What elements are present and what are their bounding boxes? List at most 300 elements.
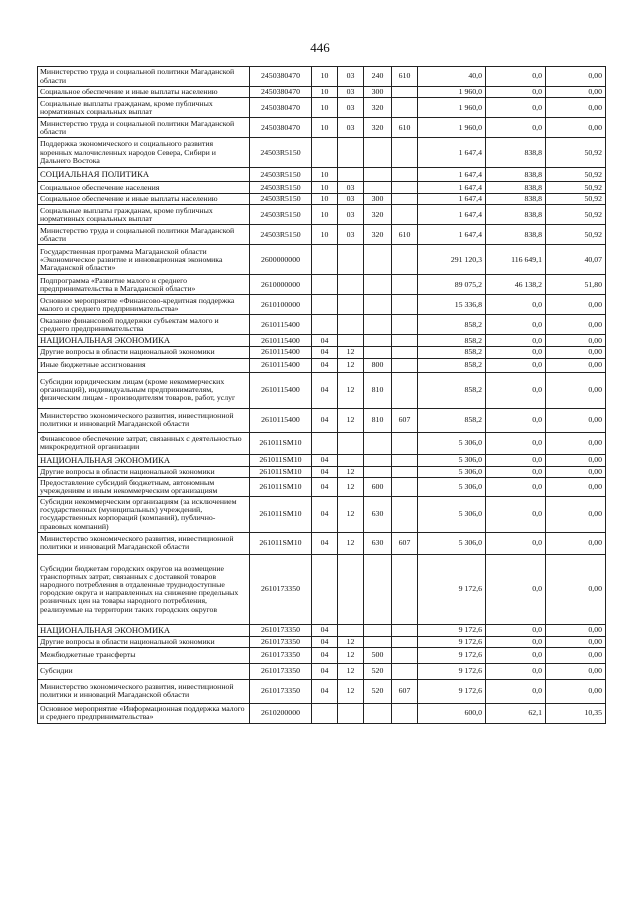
- cell-section: [312, 432, 338, 454]
- cell-percent: 0,00: [546, 647, 606, 663]
- cell-name: Субсидии бюджетам городских округов на возмещение транспортных затрат, связанных с доставкой товаров народного потребления в отдаленные труднодоступные городские округа и направленных на снижение предельных розничных цен на товары народного потребления, реализуемые на территории таких городских округов: [38, 554, 250, 624]
- cell-expense-type: [364, 245, 392, 275]
- cell-section: 04: [312, 497, 338, 533]
- cell-executed-amount: 0,0: [486, 372, 546, 408]
- cell-planned-amount: 858,2: [418, 358, 486, 372]
- cell-section: 04: [312, 679, 338, 703]
- cell-name: Социальные выплаты гражданам, кроме публичных нормативных социальных выплат: [38, 98, 250, 118]
- table-row: [38, 432, 606, 454]
- cell-expense-type: 810: [364, 408, 392, 432]
- cell-code: 2610173350: [250, 647, 312, 663]
- cell-name: Социальное обеспечение и иные выплаты населению: [38, 194, 250, 205]
- cell-expense-type: 300: [364, 194, 392, 205]
- cell-expense-type: 500: [364, 647, 392, 663]
- table-row: [38, 87, 606, 98]
- cell-code: 2450380470: [250, 98, 312, 118]
- cell-planned-amount: 5 306,0: [418, 497, 486, 533]
- cell-planned-amount: 1 960,0: [418, 87, 486, 98]
- cell-name: Основное мероприятие «Финансово-кредитная поддержка малого и среднего предпринимательства»: [38, 295, 250, 315]
- cell-section: 04: [312, 372, 338, 408]
- cell-subsection: 12: [338, 408, 364, 432]
- table-row: [38, 347, 606, 358]
- cell-name: Субсидии юридическим лицам (кроме некоммерческих организаций), индивидуальным предпринимателям, физическим лицам - производителям товаров, работ, услуг: [38, 372, 250, 408]
- cell-admin-code: [392, 432, 418, 454]
- cell-expense-type: [364, 347, 392, 358]
- cell-expense-type: [364, 466, 392, 477]
- cell-percent: 50,92: [546, 138, 606, 168]
- table-row: [38, 624, 606, 636]
- cell-subsection: 12: [338, 477, 364, 496]
- cell-planned-amount: 1 647,4: [418, 194, 486, 205]
- cell-name: Финансовое обеспечение затрат, связанных с деятельностью микрокредитной организации: [38, 432, 250, 454]
- cell-name: Оказание финансовой поддержки субъектам малого и среднего предпринимательства: [38, 315, 250, 335]
- cell-admin-code: [392, 98, 418, 118]
- cell-expense-type: 630: [364, 497, 392, 533]
- cell-code: 24503R5150: [250, 182, 312, 194]
- cell-section: 10: [312, 225, 338, 245]
- cell-name: Другие вопросы в области национальной экономики: [38, 466, 250, 477]
- cell-executed-amount: 0,0: [486, 554, 546, 624]
- cell-subsection: 03: [338, 118, 364, 138]
- cell-percent: 0,00: [546, 554, 606, 624]
- cell-section: 04: [312, 335, 338, 347]
- table-row: [38, 98, 606, 118]
- cell-planned-amount: 858,2: [418, 372, 486, 408]
- cell-executed-amount: 0,0: [486, 636, 546, 647]
- cell-executed-amount: 0,0: [486, 663, 546, 679]
- cell-name: Министерство экономического развития, инвестиционной политики и инноваций Магаданской области: [38, 408, 250, 432]
- cell-subsection: 12: [338, 663, 364, 679]
- cell-name: Министерство экономического развития, инвестиционной политики и инноваций Магаданской области: [38, 679, 250, 703]
- cell-name: Субсидии: [38, 663, 250, 679]
- cell-section: 10: [312, 118, 338, 138]
- cell-executed-amount: 0,0: [486, 477, 546, 496]
- page-number: 446: [310, 40, 330, 55]
- cell-subsection: [338, 624, 364, 636]
- cell-admin-code: 610: [392, 67, 418, 87]
- cell-percent: 0,00: [546, 663, 606, 679]
- table-row: [38, 335, 606, 347]
- cell-executed-amount: 0,0: [486, 532, 546, 554]
- cell-admin-code: [392, 372, 418, 408]
- cell-expense-type: [364, 624, 392, 636]
- cell-percent: 50,92: [546, 168, 606, 182]
- cell-section: 04: [312, 466, 338, 477]
- cell-admin-code: 607: [392, 532, 418, 554]
- cell-percent: 50,92: [546, 205, 606, 225]
- cell-expense-type: [364, 315, 392, 335]
- cell-section: 04: [312, 624, 338, 636]
- cell-percent: 10,35: [546, 703, 606, 723]
- cell-percent: 50,92: [546, 194, 606, 205]
- cell-admin-code: [392, 347, 418, 358]
- cell-planned-amount: 1 647,4: [418, 138, 486, 168]
- cell-expense-type: 810: [364, 372, 392, 408]
- cell-subsection: 03: [338, 182, 364, 194]
- cell-subsection: [338, 275, 364, 295]
- cell-percent: 51,80: [546, 275, 606, 295]
- cell-subsection: 12: [338, 647, 364, 663]
- cell-planned-amount: 9 172,6: [418, 663, 486, 679]
- cell-subsection: [338, 554, 364, 624]
- cell-code: 2450380470: [250, 67, 312, 87]
- cell-executed-amount: 0,0: [486, 647, 546, 663]
- cell-percent: 0,00: [546, 532, 606, 554]
- table-row: [38, 205, 606, 225]
- cell-name: Социальное обеспечение населения: [38, 182, 250, 194]
- cell-code: 2610173350: [250, 679, 312, 703]
- cell-executed-amount: 0,0: [486, 624, 546, 636]
- cell-executed-amount: 0,0: [486, 408, 546, 432]
- cell-admin-code: [392, 194, 418, 205]
- cell-name: Социальные выплаты гражданам, кроме публичных нормативных социальных выплат: [38, 205, 250, 225]
- cell-expense-type: [364, 168, 392, 182]
- table-row: [38, 358, 606, 372]
- cell-code: 2610173350: [250, 624, 312, 636]
- cell-name: Поддержка экономического и социального развития коренных малочисленных народов Севера, Сибири и Дальнего Востока: [38, 138, 250, 168]
- cell-name: Другие вопросы в области национальной экономики: [38, 347, 250, 358]
- table-row: [38, 182, 606, 194]
- cell-expense-type: [364, 182, 392, 194]
- cell-expense-type: 520: [364, 679, 392, 703]
- cell-executed-amount: 116 649,1: [486, 245, 546, 275]
- table-row: [38, 647, 606, 663]
- cell-percent: 0,00: [546, 295, 606, 315]
- cell-admin-code: [392, 497, 418, 533]
- cell-section: 04: [312, 347, 338, 358]
- cell-subsection: 03: [338, 98, 364, 118]
- table-row: [38, 454, 606, 466]
- cell-planned-amount: 600,0: [418, 703, 486, 723]
- cell-admin-code: [392, 663, 418, 679]
- cell-name: НАЦИОНАЛЬНАЯ ЭКОНОМИКА: [38, 624, 250, 636]
- cell-subsection: 03: [338, 205, 364, 225]
- cell-section: 04: [312, 408, 338, 432]
- cell-expense-type: 300: [364, 87, 392, 98]
- cell-expense-type: 520: [364, 663, 392, 679]
- cell-admin-code: 610: [392, 118, 418, 138]
- cell-expense-type: 800: [364, 358, 392, 372]
- cell-code: 24503R5150: [250, 168, 312, 182]
- cell-percent: 0,00: [546, 335, 606, 347]
- cell-section: 10: [312, 87, 338, 98]
- cell-expense-type: [364, 335, 392, 347]
- cell-subsection: 12: [338, 532, 364, 554]
- cell-code: 2610115400: [250, 347, 312, 358]
- cell-section: 04: [312, 636, 338, 647]
- cell-section: 10: [312, 194, 338, 205]
- cell-planned-amount: 291 120,3: [418, 245, 486, 275]
- cell-subsection: 12: [338, 347, 364, 358]
- cell-section: 10: [312, 98, 338, 118]
- cell-executed-amount: 0,0: [486, 454, 546, 466]
- cell-expense-type: [364, 275, 392, 295]
- cell-executed-amount: 0,0: [486, 315, 546, 335]
- cell-subsection: 12: [338, 636, 364, 647]
- cell-admin-code: [392, 168, 418, 182]
- cell-executed-amount: 0,0: [486, 67, 546, 87]
- cell-planned-amount: 1 960,0: [418, 98, 486, 118]
- table-row: [38, 408, 606, 432]
- cell-subsection: [338, 432, 364, 454]
- table-row: [38, 466, 606, 477]
- cell-executed-amount: 838,8: [486, 194, 546, 205]
- cell-expense-type: 630: [364, 532, 392, 554]
- cell-admin-code: [392, 624, 418, 636]
- cell-subsection: 12: [338, 497, 364, 533]
- cell-planned-amount: 1 960,0: [418, 118, 486, 138]
- cell-executed-amount: 0,0: [486, 295, 546, 315]
- cell-planned-amount: 9 172,6: [418, 647, 486, 663]
- cell-section: [312, 295, 338, 315]
- cell-subsection: [338, 295, 364, 315]
- cell-planned-amount: 858,2: [418, 347, 486, 358]
- cell-planned-amount: 1 647,4: [418, 225, 486, 245]
- cell-expense-type: 320: [364, 225, 392, 245]
- cell-executed-amount: 0,0: [486, 98, 546, 118]
- table-row: [38, 703, 606, 723]
- cell-percent: 0,00: [546, 497, 606, 533]
- cell-expense-type: [364, 554, 392, 624]
- cell-executed-amount: 838,8: [486, 205, 546, 225]
- cell-executed-amount: 838,8: [486, 138, 546, 168]
- cell-section: [312, 703, 338, 723]
- cell-admin-code: [392, 636, 418, 647]
- cell-admin-code: [392, 245, 418, 275]
- cell-subsection: 03: [338, 67, 364, 87]
- cell-subsection: [338, 315, 364, 335]
- cell-executed-amount: 0,0: [486, 335, 546, 347]
- table-row: [38, 372, 606, 408]
- cell-name: Подпрограмма «Развитие малого и среднего предпринимательства в Магаданской области»: [38, 275, 250, 295]
- cell-section: 10: [312, 182, 338, 194]
- cell-expense-type: 600: [364, 477, 392, 496]
- cell-name: Государственная программа Магаданской области «Экономическое развитие и инновационная экономика Магаданской области»: [38, 245, 250, 275]
- cell-name: Основное мероприятие «Информационная поддержка малого и среднего предпринимательства»: [38, 703, 250, 723]
- cell-subsection: 03: [338, 87, 364, 98]
- cell-planned-amount: 858,2: [418, 315, 486, 335]
- cell-section: [312, 275, 338, 295]
- cell-subsection: 03: [338, 194, 364, 205]
- cell-section: 10: [312, 67, 338, 87]
- cell-code: 2450380470: [250, 118, 312, 138]
- table-row: [38, 225, 606, 245]
- cell-percent: 0,00: [546, 624, 606, 636]
- cell-section: 10: [312, 168, 338, 182]
- cell-code: 2610200000: [250, 703, 312, 723]
- cell-name: Предоставление субсидий бюджетным, автономным учреждениям и иным некоммерческим организациям: [38, 477, 250, 496]
- cell-percent: 50,92: [546, 182, 606, 194]
- cell-planned-amount: 5 306,0: [418, 466, 486, 477]
- cell-percent: 0,00: [546, 679, 606, 703]
- table-row: [38, 679, 606, 703]
- cell-name: Другие вопросы в области национальной экономики: [38, 636, 250, 647]
- cell-admin-code: [392, 477, 418, 496]
- cell-percent: 0,00: [546, 636, 606, 647]
- cell-planned-amount: 858,2: [418, 335, 486, 347]
- table-row: [38, 138, 606, 168]
- cell-admin-code: [392, 138, 418, 168]
- cell-expense-type: [364, 295, 392, 315]
- cell-executed-amount: 0,0: [486, 497, 546, 533]
- cell-executed-amount: 62,1: [486, 703, 546, 723]
- cell-code: 261011SM10: [250, 477, 312, 496]
- cell-planned-amount: 1 647,4: [418, 182, 486, 194]
- cell-planned-amount: 5 306,0: [418, 477, 486, 496]
- cell-subsection: [338, 335, 364, 347]
- cell-executed-amount: 46 138,2: [486, 275, 546, 295]
- cell-code: 261011SM10: [250, 532, 312, 554]
- cell-code: 24503R5150: [250, 205, 312, 225]
- cell-section: 04: [312, 358, 338, 372]
- cell-expense-type: 320: [364, 98, 392, 118]
- cell-code: 24503R5150: [250, 138, 312, 168]
- cell-executed-amount: 838,8: [486, 182, 546, 194]
- cell-code: 261011SM10: [250, 454, 312, 466]
- cell-section: [312, 138, 338, 168]
- cell-expense-type: 320: [364, 118, 392, 138]
- cell-expense-type: [364, 432, 392, 454]
- cell-admin-code: 607: [392, 408, 418, 432]
- cell-executed-amount: 0,0: [486, 679, 546, 703]
- cell-expense-type: [364, 703, 392, 723]
- cell-code: 261011SM10: [250, 432, 312, 454]
- cell-code: 24503R5150: [250, 225, 312, 245]
- cell-admin-code: [392, 87, 418, 98]
- cell-percent: 0,00: [546, 372, 606, 408]
- cell-name: НАЦИОНАЛЬНАЯ ЭКОНОМИКА: [38, 335, 250, 347]
- cell-section: 04: [312, 477, 338, 496]
- cell-subsection: [338, 245, 364, 275]
- cell-admin-code: 610: [392, 225, 418, 245]
- cell-code: 2610115400: [250, 408, 312, 432]
- cell-section: [312, 554, 338, 624]
- cell-subsection: 12: [338, 466, 364, 477]
- cell-planned-amount: 5 306,0: [418, 532, 486, 554]
- table-row: [38, 477, 606, 496]
- cell-executed-amount: 0,0: [486, 118, 546, 138]
- cell-subsection: 03: [338, 225, 364, 245]
- table-row: [38, 275, 606, 295]
- cell-name: Министерство труда и социальной политики Магаданской области: [38, 67, 250, 87]
- cell-planned-amount: 15 336,8: [418, 295, 486, 315]
- cell-code: 2610115400: [250, 335, 312, 347]
- cell-percent: 0,00: [546, 347, 606, 358]
- cell-section: 04: [312, 663, 338, 679]
- table-row: [38, 194, 606, 205]
- cell-admin-code: [392, 554, 418, 624]
- cell-subsection: 12: [338, 679, 364, 703]
- cell-planned-amount: 1 647,4: [418, 168, 486, 182]
- cell-section: [312, 245, 338, 275]
- table-row: [38, 663, 606, 679]
- cell-admin-code: [392, 315, 418, 335]
- cell-percent: 40,07: [546, 245, 606, 275]
- cell-section: 04: [312, 647, 338, 663]
- cell-percent: 0,00: [546, 315, 606, 335]
- cell-name: Министерство труда и социальной политики Магаданской области: [38, 118, 250, 138]
- table-row: [38, 532, 606, 554]
- cell-code: 261011SM10: [250, 497, 312, 533]
- cell-section: [312, 315, 338, 335]
- cell-expense-type: 240: [364, 67, 392, 87]
- cell-admin-code: [392, 295, 418, 315]
- cell-percent: 0,00: [546, 118, 606, 138]
- cell-code: 2450380470: [250, 87, 312, 98]
- cell-planned-amount: 5 306,0: [418, 454, 486, 466]
- cell-planned-amount: 5 306,0: [418, 432, 486, 454]
- cell-planned-amount: 858,2: [418, 408, 486, 432]
- cell-admin-code: 607: [392, 679, 418, 703]
- table-row: [38, 67, 606, 87]
- cell-admin-code: [392, 647, 418, 663]
- cell-admin-code: [392, 703, 418, 723]
- cell-admin-code: [392, 335, 418, 347]
- cell-code: 2610115400: [250, 358, 312, 372]
- cell-subsection: [338, 168, 364, 182]
- table-row: [38, 118, 606, 138]
- cell-percent: 0,00: [546, 466, 606, 477]
- cell-planned-amount: 1 647,4: [418, 205, 486, 225]
- cell-percent: 0,00: [546, 432, 606, 454]
- cell-executed-amount: 838,8: [486, 225, 546, 245]
- cell-planned-amount: 9 172,6: [418, 679, 486, 703]
- cell-executed-amount: 0,0: [486, 358, 546, 372]
- cell-section: 10: [312, 205, 338, 225]
- cell-code: 2610173350: [250, 554, 312, 624]
- cell-planned-amount: 40,0: [418, 67, 486, 87]
- table-row: [38, 636, 606, 647]
- cell-percent: 0,00: [546, 408, 606, 432]
- cell-name: Межбюджетные трансферты: [38, 647, 250, 663]
- cell-expense-type: [364, 138, 392, 168]
- cell-executed-amount: 0,0: [486, 466, 546, 477]
- table-row: [38, 168, 606, 182]
- cell-name: Субсидии некоммерческим организациям (за исключением государственных (муниципальных) учреждений, государственных корпораций (компаний), публично-правовых компаний): [38, 497, 250, 533]
- cell-percent: 0,00: [546, 67, 606, 87]
- table-row: [38, 315, 606, 335]
- cell-expense-type: 320: [364, 205, 392, 225]
- cell-section: 04: [312, 532, 338, 554]
- cell-name: Министерство экономического развития, инвестиционной политики и инноваций Магаданской области: [38, 532, 250, 554]
- cell-planned-amount: 9 172,6: [418, 636, 486, 647]
- cell-subsection: 12: [338, 358, 364, 372]
- cell-code: 2610173350: [250, 636, 312, 647]
- cell-admin-code: [392, 454, 418, 466]
- cell-admin-code: [392, 205, 418, 225]
- cell-percent: 50,92: [546, 225, 606, 245]
- cell-executed-amount: 0,0: [486, 347, 546, 358]
- table-row: [38, 245, 606, 275]
- cell-code: 2610115400: [250, 315, 312, 335]
- cell-planned-amount: 9 172,6: [418, 554, 486, 624]
- cell-admin-code: [392, 182, 418, 194]
- cell-executed-amount: 838,8: [486, 168, 546, 182]
- cell-section: 04: [312, 454, 338, 466]
- table-row: [38, 497, 606, 533]
- cell-code: 2610115400: [250, 372, 312, 408]
- cell-name: НАЦИОНАЛЬНАЯ ЭКОНОМИКА: [38, 454, 250, 466]
- cell-name: Социальное обеспечение и иные выплаты населению: [38, 87, 250, 98]
- cell-code: 2610000000: [250, 275, 312, 295]
- cell-percent: 0,00: [546, 358, 606, 372]
- table-row: [38, 554, 606, 624]
- cell-name: Иные бюджетные ассигнования: [38, 358, 250, 372]
- cell-admin-code: [392, 275, 418, 295]
- cell-subsection: 12: [338, 372, 364, 408]
- budget-table: [37, 66, 606, 724]
- cell-percent: 0,00: [546, 98, 606, 118]
